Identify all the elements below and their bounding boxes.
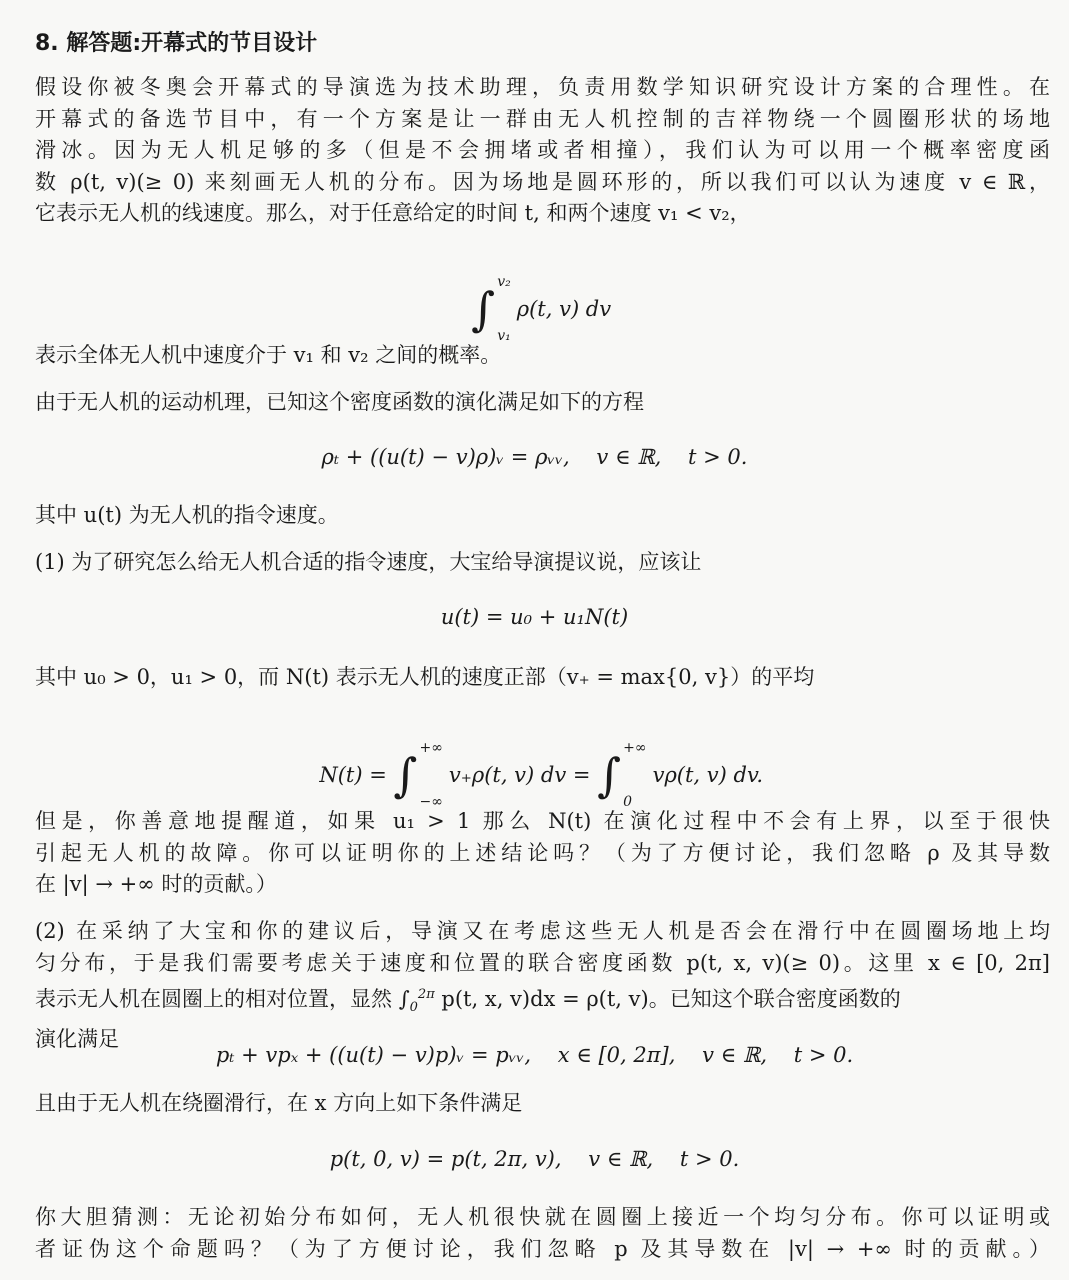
text-line: 假设你被冬奥会开幕式的导演选为技术助理，负责用数学知识研究设计方案的合理性。在 bbox=[35, 75, 1050, 99]
integral-sign bbox=[597, 740, 646, 810]
equation-joint-density: pₜ + vpₓ + ((u(t) − v)p)ᵥ = pᵥᵥ, x ∈ [0, 2π], v ∈ ℝ, t > 0. bbox=[215, 1043, 854, 1067]
integral-symbol: ∫ bbox=[597, 748, 622, 802]
integrand: ρ(t, v) dv bbox=[516, 297, 612, 321]
equation-command-speed: u(t) = u₀ + u₁N(t) bbox=[440, 605, 629, 629]
text-line: 但是，你善意地提醒道，如果 u₁ > 1 那么 N(t) 在演化过程中不会有上界，以至于很快 bbox=[35, 809, 1050, 833]
integral-lower-limit: v₁ bbox=[497, 328, 511, 344]
part2-paragraph bbox=[35, 916, 1050, 1055]
integral-upper-limit: +∞ bbox=[623, 740, 647, 756]
part1-question bbox=[35, 806, 1050, 901]
text-segment: 表示无人机在圆圈上的相对位置，显然 bbox=[35, 987, 399, 1011]
equation-n-definition bbox=[0, 716, 1069, 810]
text-line: 其中 u(t) 为无人机的指令速度。 bbox=[35, 503, 339, 527]
part1-heading: (1) 为了研究怎么给无人机合适的指令速度，大宝给导演提议说，应该让 bbox=[35, 550, 702, 574]
integral-upper-limit: v₂ bbox=[497, 274, 511, 290]
text-line: 且由于无人机在绕圈滑行，在 x 方向上如下条件满足 bbox=[35, 1091, 523, 1115]
text-line: 引起无人机的故障。你可以证明你的上述结论吗？（为了方便讨论，我们忽略 ρ 及其导数 bbox=[35, 840, 1050, 865]
integral-lower-limit: −∞ bbox=[419, 794, 443, 810]
text-line: 表示全体无人机中速度介于 v₁ 和 v₂ 之间的概率。 bbox=[35, 343, 502, 367]
text-line: (2) 在采纳了大宝和你的建议后，导演又在考虑这些无人机是否会在滑行中在圆圈场地上均 bbox=[35, 919, 1050, 943]
text-line: 数 ρ(t, v)(≥ 0) 来刻画无人机的分布。因为场地是圆环形的，所以我们可以认为速度 v ∈ ℝ， bbox=[35, 169, 1050, 194]
final-question bbox=[35, 1202, 1050, 1265]
text-line: 其中 u₀ > 0，u₁ > 0，而 N(t) 表示无人机的速度正部（v₊ = max{0, v}）的平均 bbox=[35, 665, 815, 689]
text-line: 开幕式的备选节目中，有一个方案是让一群由无人机控制的吉祥物绕一个圆圈形状的场地 bbox=[35, 106, 1050, 131]
integral-upper-limit: +∞ bbox=[419, 740, 443, 756]
problem-title: 8. 解答题:开幕式的节目设计 bbox=[35, 31, 318, 56]
text-line: 演化满足 bbox=[35, 1026, 119, 1051]
integrand: vρ(t, v) dv. bbox=[652, 763, 763, 787]
integral-sign bbox=[394, 740, 443, 810]
text-line: 你大胆猜测：无论初始分布如何，无人机很快就在圆圈上接近一个均匀分布。你可以证明或 bbox=[35, 1205, 1050, 1229]
inline-integral: $\int_0^{2\pi}$ bbox=[398, 987, 435, 1016]
text-line bbox=[35, 979, 1050, 1024]
text-line: 在 |v| → +∞ 时的贡献。） bbox=[35, 872, 277, 896]
text-segment: p(t, x, v)dx = ρ(t, v)。已知这个联合密度函数的 bbox=[434, 987, 901, 1011]
text-line: 滑冰。因为无人机足够的多（但是不会拥堵或者相撞），我们认为可以用一个概率密度函 bbox=[35, 138, 1050, 162]
intro-paragraph bbox=[35, 72, 1050, 230]
text-line: 者证伪这个命题吗？（为了方便讨论，我们忽略 p 及其导数在 |v| → +∞ 时的贡献。） bbox=[35, 1236, 1050, 1261]
integral-symbol: ∫ bbox=[471, 282, 496, 336]
integral-sign bbox=[471, 274, 511, 344]
integral-lower-limit: 0 bbox=[623, 794, 633, 810]
text-line: 它表示无人机的线速度。那么，对于任意给定的时间 t, 和两个速度 v₁ < v₂， bbox=[35, 201, 751, 225]
equation-density-evolution: ρₜ + ((u(t) − v)ρ)ᵥ = ρᵥᵥ, v ∈ ℝ, t > 0. bbox=[321, 445, 748, 469]
integral-symbol: ∫ bbox=[393, 748, 418, 802]
integrand: v₊ρ(t, v) dv = bbox=[448, 763, 598, 787]
equation-periodic-condition: p(t, 0, v) = p(t, 2π, v), v ∈ ℝ, t > 0. bbox=[329, 1147, 740, 1171]
equation-lhs: N(t) = bbox=[319, 763, 394, 787]
text-line: 由于无人机的运动机理，已知这个密度函数的演化满足如下的方程 bbox=[35, 390, 644, 414]
text-line: 匀分布，于是我们需要考虑关于速度和位置的联合密度函数 p(t, x, v)(≥ 0)。这里 x ∈ [0, 2π] bbox=[35, 950, 1050, 975]
equation-probability-integral bbox=[0, 250, 1069, 344]
